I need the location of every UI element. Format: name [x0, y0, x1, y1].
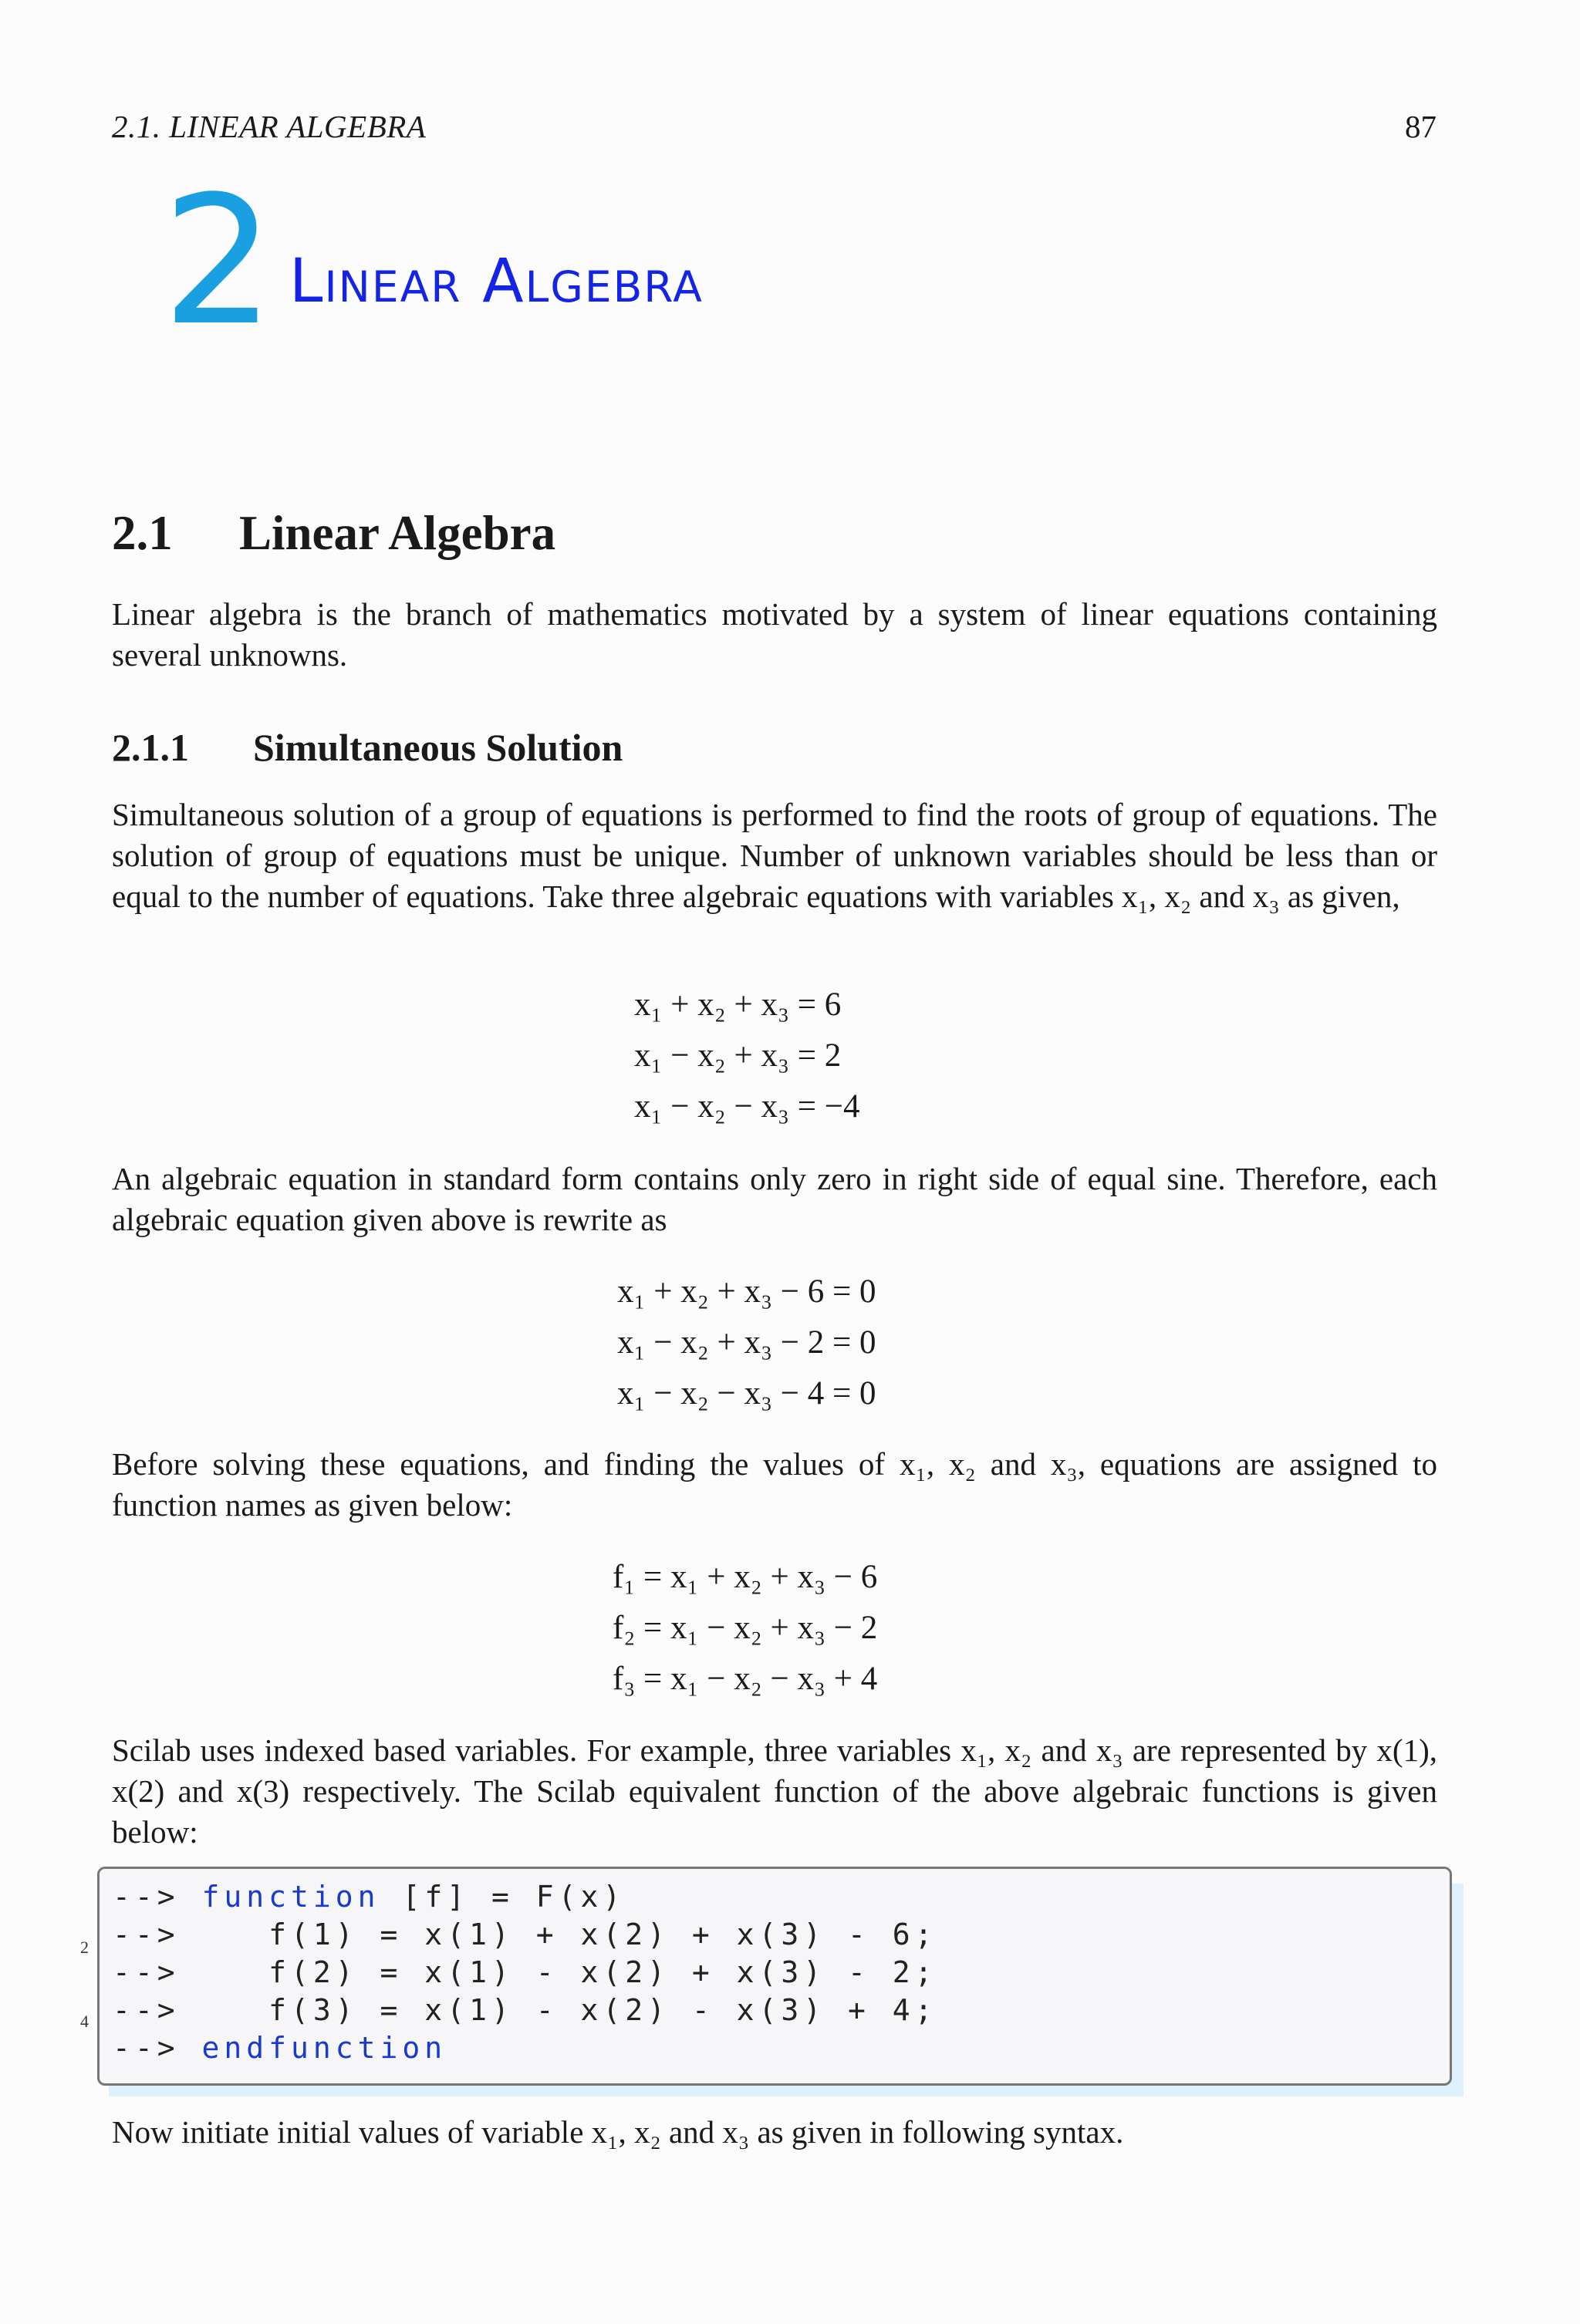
equation-line: x₁ + x₂ + x₃ = 6	[634, 987, 842, 1023]
code-prompt: -->	[113, 2031, 180, 2065]
paragraph-3: Before solving these equations, and finding the values of x₁, x₂ and x₃, equations are assigned to function names as given below:	[112, 1446, 1437, 1523]
subsection-title: Simultaneous Solution	[253, 726, 623, 769]
code-line-1	[113, 1880, 625, 1914]
equation-line: x₁ − x₂ + x₃ = 2	[634, 1037, 842, 1074]
paragraph-5: Now initiate initial values of variable x₁, x₂ and x₃ as given in following syntax.	[112, 2114, 1124, 2150]
equation-line: x₁ + x₂ + x₃ − 6 = 0	[617, 1273, 876, 1310]
equation-line: f₃ = x₁ − x₂ − x₃ + 4	[613, 1661, 878, 1697]
code-line-2	[113, 1918, 937, 1951]
section-heading	[112, 505, 555, 562]
code-prompt: -->	[113, 1993, 180, 2027]
equation-line: x₁ − x₂ + x₃ − 2 = 0	[617, 1324, 876, 1361]
chapter-title: Linear Algebra	[289, 247, 704, 316]
code-prompt: -->	[113, 1918, 180, 1951]
page-number: 87	[1405, 109, 1437, 144]
code-keyword: endfunction	[201, 2031, 447, 2065]
section-title: Linear Algebra	[239, 506, 556, 560]
paragraph-1: Simultaneous solution of a group of equations is performed to find the roots of group of equations. The solution of group of equations must be unique. Number of unknown variables should be less than or equal to the number of equations. Take three algebraic equations with variables x₁, x₂ and x₃ as given,	[112, 797, 1437, 914]
code-text: [f] = F(x)	[380, 1880, 626, 1914]
paragraph-2: An algebraic equation in standard form contains only zero in right side of equal sine. Therefore, each algebraic equation given above is rewrite as	[112, 1161, 1437, 1237]
code-line-4	[113, 1993, 937, 2027]
code-line-3	[113, 1955, 937, 1989]
subsection-number: 2.1.1	[112, 726, 189, 769]
subsection-heading	[112, 725, 623, 770]
running-head: 2.1. LINEAR ALGEBRA	[112, 109, 427, 144]
equation-line: x₁ − x₂ − x₃ = −4	[634, 1088, 860, 1125]
line-number: 4	[80, 2012, 89, 2031]
equation-line: x₁ − x₂ − x₃ − 4 = 0	[617, 1375, 876, 1412]
code-text: f(1) = x(1) + x(2) + x(3) - 6;	[201, 1918, 937, 1951]
equation-line: f₁ = x₁ + x₂ + x₃ − 6	[613, 1559, 878, 1595]
paragraph-4: Scilab uses indexed based variables. For example, three variables x₁, x₂ and x₃ are represented by x(1), x(2) and x(3) respectively. The Scilab equivalent function of the above algebraic functions is given below:	[112, 1732, 1437, 1850]
code-text: f(3) = x(1) - x(2) - x(3) + 4;	[201, 1993, 937, 2027]
code-prompt: -->	[113, 1955, 180, 1989]
line-number: 2	[80, 1938, 89, 1957]
section-number: 2.1	[112, 506, 173, 560]
chapter-number: 2	[162, 159, 275, 365]
code-line-5	[113, 2031, 447, 2065]
code-keyword: function	[201, 1880, 380, 1914]
code-text: f(2) = x(1) - x(2) + x(3) - 2;	[201, 1955, 937, 1989]
equation-line: f₂ = x₁ − x₂ + x₃ − 2	[613, 1610, 878, 1646]
code-prompt: -->	[113, 1880, 180, 1914]
intro-paragraph: Linear algebra is the branch of mathematics motivated by a system of linear equations containing several unknowns.	[112, 596, 1437, 673]
